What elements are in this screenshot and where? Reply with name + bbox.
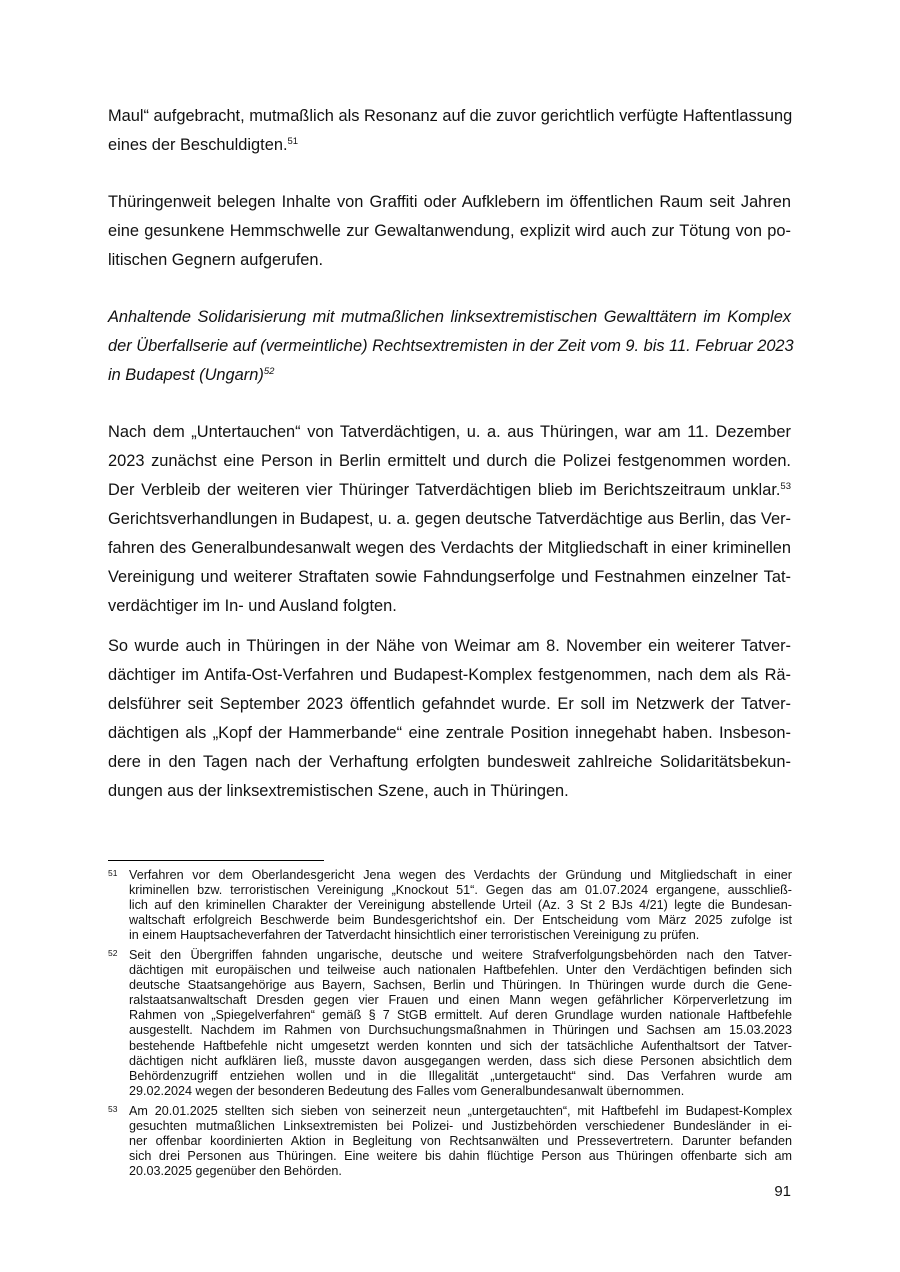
footnote-ref-52[interactable]: 52 (263, 366, 275, 377)
footnote-line: in einem Hauptsacheverfahren der Tatverdacht hinsichtlich einer terroristischen Vereinigung zu prüfen. (129, 928, 700, 943)
footnote-line: gesuchten mutmaßlichen Linksextremisten bei Polizei- und Justizbehörden verschiedener Bundesländer in ei- (129, 1119, 792, 1134)
footnote-line: ralstaatsanwaltschaft Dresden gegen vier Frauen und einen Mann wegen gefährlicher Körperverletzung im (129, 993, 792, 1008)
footnote-line: deutsche Staatsangehörige aus Bayern, Sachsen, Berlin und Thüringen. In Thüringen wurde durch die Gene- (129, 978, 792, 993)
paragraph-line: litischen Gegnern aufgerufen. (108, 251, 324, 269)
paragraph-line: Vereinigung und weiterer Straftaten sowie Fahndungserfolge und Festnahmen einzelner Tat- (108, 568, 791, 586)
footnote-number: 53 (108, 1104, 118, 1114)
footnote-ref-53[interactable]: 53 (780, 481, 791, 492)
paragraph-line: dere in den Tagen nach der Verhaftung erfolgten bundesweit zahlreiche Solidaritätsbekun- (108, 753, 791, 771)
paragraph-line: eine gesunkene Hemmschwelle zur Gewaltanwendung, explizit wird auch zur Tötung von po- (108, 222, 791, 240)
footnote-line: waltschaft erfolgreich Beschwerde beim Bundesgerichtshof ein. Der Entscheidung vom März 2025 zufolge ist (129, 913, 792, 928)
paragraph-line: dächtiger im Antifa-Ost-Verfahren und Budapest-Komplex festgenommen, nach dem als Rä- (108, 666, 791, 684)
paragraph-line: fahren des Generalbundesanwalt wegen des Verdachts der Mitgliedschaft in einer kriminellen (108, 539, 791, 557)
footnote-line: dächtigen mit europäischen und teilweise auch nationalen Haftbefehlen. Unter den Verdächtigen befinden sich (129, 963, 792, 978)
footnote-line: Seit den Übergriffen fahnden ungarische, deutsche und weitere Strafverfolgungsbehörden nach den Tatver- (129, 948, 792, 962)
paragraph-line: So wurde auch in Thüringen in der Nähe von Weimar am 8. November ein weiterer Tatver- (108, 637, 791, 655)
paragraph-line: dungen aus der linksextremistischen Szene, auch in Thüringen. (108, 782, 569, 800)
paragraph-line: verdächtiger im In- und Ausland folgten. (108, 597, 397, 615)
footnote-line: 20.03.2025 gegenüber den Behörden. (129, 1164, 342, 1179)
section-heading-line: der Überfallserie auf (vermeintliche) Rechtsextremisten in der Zeit vom 9. bis 11. Februar 2023 (108, 337, 794, 355)
footnote-line: bestehende Haftbefehle nicht umgesetzt werden konnten und sich der tatsächliche Aufenthaltsort der Tatver- (129, 1038, 792, 1053)
footnote-line: 29.02.2024 wegen der besonderen Bedeutung des Falles vom Generalbundesanwalt übernommen. (129, 1083, 685, 1098)
paragraph-line: delsführer seit September 2023 öffentlich gefahndet wurde. Er soll im Netzwerk der Tatver- (108, 695, 791, 713)
footnote-line: ausgestellt. Nachdem im Rahmen von Durchsuchungsmaßnahmen in Thüringen und Sachsen am 15.03.2023 (129, 1023, 792, 1038)
paragraph-line: 2023 zunächst eine Person in Berlin ermittelt und durch die Polizei festgenommen worden. (108, 452, 791, 470)
paragraph-line: eines der Beschuldigten.$^{51}$ (108, 136, 299, 154)
footnote-line: sich drei Personen aus Thüringen. Eine weitere bis dahin flüchtige Person aus Thüringen offenbarte sich am (129, 1149, 792, 1164)
paragraph-line: Gerichtsverhandlungen in Budapest, u. a. gegen deutsche Tatverdächtige aus Berlin, das Ver- (108, 510, 791, 528)
page-number: 91 (774, 1183, 791, 1200)
footnote-line: lich auf den kriminellen Charakter der Vereinigung abstellende Urteil (Az. 3 St 2 BJs 4/21) legte die Bundesan- (129, 898, 792, 913)
footnote-line: Rahmen von „Spiegelverfahren“ gemäß § 7 StGB ermittelt. Auf deren Grundlage wurden nationale Haftbefehle (129, 1008, 792, 1023)
footnote-line: Behördenzugriff entziehen wollen und in die Illegalität „untergetaucht“ sind. Das Verfahren wurde am (129, 1068, 792, 1083)
paragraph-line: Thüringenweit belegen Inhalte von Graffiti oder Aufklebern im öffentlichen Raum seit Jahren (108, 193, 791, 211)
footnote-number: 52 (108, 948, 118, 958)
footnote-51 (108, 868, 792, 943)
footnote-line: kriminellen bzw. terroristischen Vereinigung „Knockout 51“. Gegen das am 01.07.2024 ergangene, ausschließ- (129, 883, 792, 898)
footnote-line: ner offenbar koordinierten Aktion in Begleitung von Rechtsanwälten und Pressevertretern. Darunter befanden (129, 1134, 792, 1149)
paragraph-line: Maul“ aufgebracht, mutmaßlich als Resonanz auf die zuvor gerichtlich verfügte Haftentlassung (108, 107, 793, 125)
section-heading-line: in Budapest (Ungarn)$^{52}$ (108, 366, 275, 384)
footnote-52 (108, 948, 792, 1099)
paragraph-line: Nach dem „Untertauchen“ von Tatverdächtigen, u. a. aus Thüringen, war am 11. Dezember (108, 423, 791, 441)
footnote-line: Am 20.01.2025 stellten sich sieben von seinerzeit neun „untergetauchten“, mit Haftbefehl im Budapest-Komplex (129, 1104, 792, 1118)
footnote-ref-51[interactable]: 51 (287, 136, 299, 147)
section-heading-line: Anhaltende Solidarisierung mit mutmaßlichen linksextremistischen Gewalttätern im Komplex (108, 308, 791, 326)
footnote-line: Verfahren vor dem Oberlandesgericht Jena wegen des Verdachts der Gründung und Mitgliedschaft in einer (129, 868, 792, 882)
footnote-separator (108, 860, 324, 861)
footnote-number: 51 (108, 868, 118, 878)
paragraph-line: dächtigen als „Kopf der Hammerbande“ eine zentrale Position innegehabt haben. Insbeson- (108, 724, 791, 742)
footnote-line: dächtigen nicht aufklären ließ, musste davon ausgegangen werden, dass sich diese Personen absichtlich dem (129, 1053, 792, 1068)
paragraph-line: Der Verbleib der weiteren vier Thüringer Tatverdächtigen blieb im Berichtszeitraum unklar.$^{53}$ (108, 481, 791, 499)
footnote-53 (108, 1104, 792, 1179)
